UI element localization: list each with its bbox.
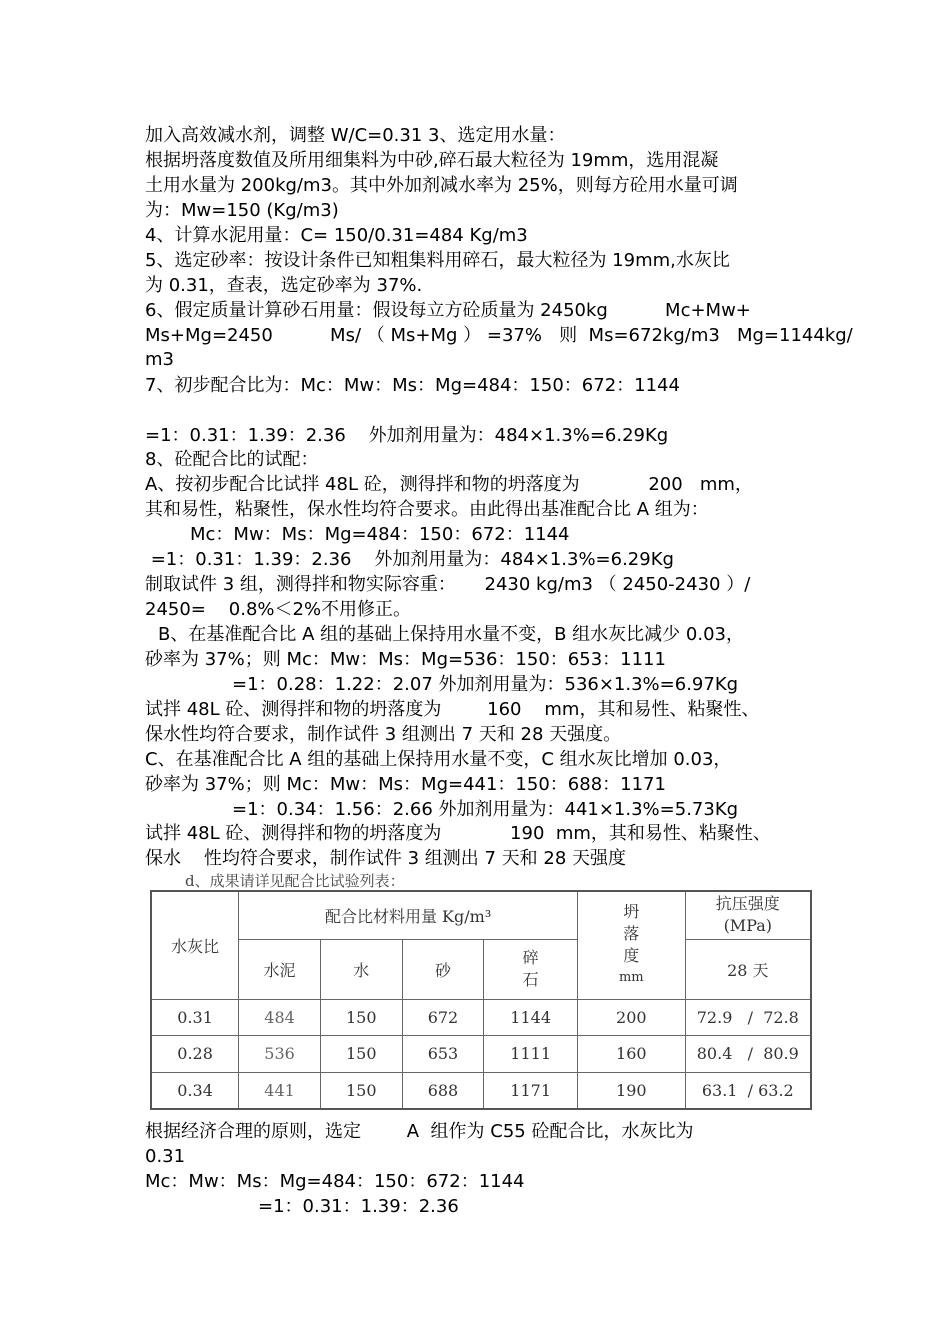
text-line: 保水性均符合要求，制作试件 3 组测出 7 天和 28 天强度。 (145, 724, 622, 745)
text-line: Mc：Mw：Ms：Mg=484：150：672：1144 (190, 524, 570, 545)
header-sand: 砂 (402, 939, 484, 999)
cell-water: 150 (320, 999, 402, 1035)
cell-wc: 0.34 (151, 1072, 239, 1109)
cell-slump: 190 (578, 1072, 686, 1109)
mix-ratio-table (150, 890, 812, 1110)
cell-strength: 63.1 / 63.2 (685, 1072, 811, 1109)
header-strength: 抗压强度 (MPa) (685, 891, 811, 939)
header-water: 水 (320, 939, 402, 999)
text-line: m3 (145, 349, 174, 370)
text-line: =1：0.28：1.22：2.07 外加剂用量为：536×1.3%=6.97Kg (232, 674, 739, 695)
header-28-day: 28 天 (685, 939, 811, 999)
table-row (151, 1072, 811, 1109)
cell-water: 150 (320, 1072, 402, 1109)
text-line: 保水 性均符合要求，制作试件 3 组测出 7 天和 28 天强度 (145, 848, 627, 869)
cell-sand: 672 (402, 999, 484, 1035)
cell-slump: 160 (578, 1035, 686, 1072)
text-line: 4、计算水泥用量：C= 150/0.31=484 Kg/m3 (145, 225, 528, 246)
cell-stone: 1171 (484, 1072, 578, 1109)
cell-cement: 441 (239, 1072, 321, 1109)
cell-strength: 80.4 / 80.9 (685, 1035, 811, 1072)
table-row (151, 1035, 811, 1072)
text-line: 为 0.31，查表，选定砂率为 37%. (145, 275, 423, 296)
text-line: 2450= 0.8%＜2%不用修正。 (145, 599, 412, 620)
text-line: 制取试件 3 组，测得拌和物实际容重： 2430 kg/m3 （ 2450-2430 ）/ (145, 574, 751, 595)
cell-cement: 484 (239, 999, 321, 1035)
cell-sand: 653 (402, 1035, 484, 1072)
text-line: 5、选定砂率：按设计条件已知粗集料用碎石，最大粒径为 19mm,水灰比 (145, 250, 730, 271)
text-line: 砂率为 37%；则 Mc：Mw：Ms：Mg=441：150：688：1171 (145, 774, 666, 795)
conclusion-line: Mc：Mw：Ms：Mg=484：150：672：1144 (145, 1171, 525, 1192)
text-line: 为：Mw=150 (Kg/m3) (145, 200, 339, 221)
cell-sand: 688 (402, 1072, 484, 1109)
text-line: 试拌 48L 砼、测得拌和物的坍落度为 190 mm，其和易性、粘聚性、 (145, 823, 771, 844)
conclusion-line: 根据经济合理的原则，选定 A 组作为 C55 砼配合比，水灰比为 (145, 1121, 694, 1142)
cell-stone: 1111 (484, 1035, 578, 1072)
header-stone: 碎 石 (484, 939, 578, 999)
cell-cement: 536 (239, 1035, 321, 1072)
text-line: 根据坍落度数值及所用细集料为中砂,碎石最大粒径为 19mm，选用混凝 (145, 150, 719, 171)
cell-strength: 72.9 / 72.8 (685, 999, 811, 1035)
header-cement: 水泥 (239, 939, 321, 999)
header-slump: 坍 落 度 mm (578, 891, 686, 999)
header-water-cement-ratio: 水灰比 (151, 891, 239, 999)
cell-water: 150 (320, 1035, 402, 1072)
table-caption: d、成果请详见配合比试验列表： (185, 872, 405, 890)
text-line: 砂率为 37%；则 Mc：Mw：Ms：Mg=536：150：653：1111 (145, 649, 666, 670)
text-line: 6、假定质量计算砂石用量：假设每立方砼质量为 2450kg Mc+Mw+ (145, 300, 751, 321)
text-line: 其和易性，粘聚性，保水性均符合要求。由此得出基准配合比 A 组为： (145, 499, 709, 520)
cell-stone: 1144 (484, 999, 578, 1035)
conclusion-line: 0.31 (145, 1146, 186, 1167)
cell-wc: 0.28 (151, 1035, 239, 1072)
text-line: 试拌 48L 砼、测得拌和物的坍落度为 160 mm，其和易性、粘聚性、 (145, 699, 760, 720)
text-line: B、在基准配合比 A 组的基础上保持用水量不变，B 组水灰比减少 0.03， (158, 624, 744, 645)
text-line: 土用水量为 200kg/m3。其中外加剂减水率为 25%，则每方砼用水量可调 (145, 175, 738, 196)
text-line: =1：0.31：1.39：2.36 外加剂用量为：484×1.3%=6.29Kg (145, 549, 674, 570)
text-line: 7、初步配合比为：Mc：Mw：Ms：Mg=484：150：672：1144 (145, 375, 680, 396)
cell-slump: 200 (578, 999, 686, 1035)
cell-wc: 0.31 (151, 999, 239, 1035)
text-line: Ms+Mg=2450 Ms/ （ Ms+Mg ） =37% 则 Ms=672kg/m3 Mg=1144kg/ (145, 325, 853, 346)
text-line: 加入高效减水剂，调整 W/C=0.31 3、选定用水量： (145, 125, 566, 146)
table-row (151, 999, 811, 1035)
text-line: =1：0.34：1.56：2.66 外加剂用量为：441×1.3%=5.73Kg (232, 799, 739, 820)
text-line: A、按初步配合比试拌 48L 砼，测得拌和物的坍落度为 200 mm， (145, 474, 753, 495)
conclusion-line: =1：0.31：1.39：2.36 (258, 1196, 459, 1217)
text-line: 8、砼配合比的试配： (145, 449, 319, 470)
text-line: =1：0.31：1.39：2.36 外加剂用量为：484×1.3%=6.29Kg (145, 425, 669, 446)
text-line: C、在基准配合比 A 组的基础上保持用水量不变，C 组水灰比增加 0.03， (145, 749, 732, 770)
header-mix-amounts: 配合比材料用量 Kg/m³ (239, 891, 578, 939)
